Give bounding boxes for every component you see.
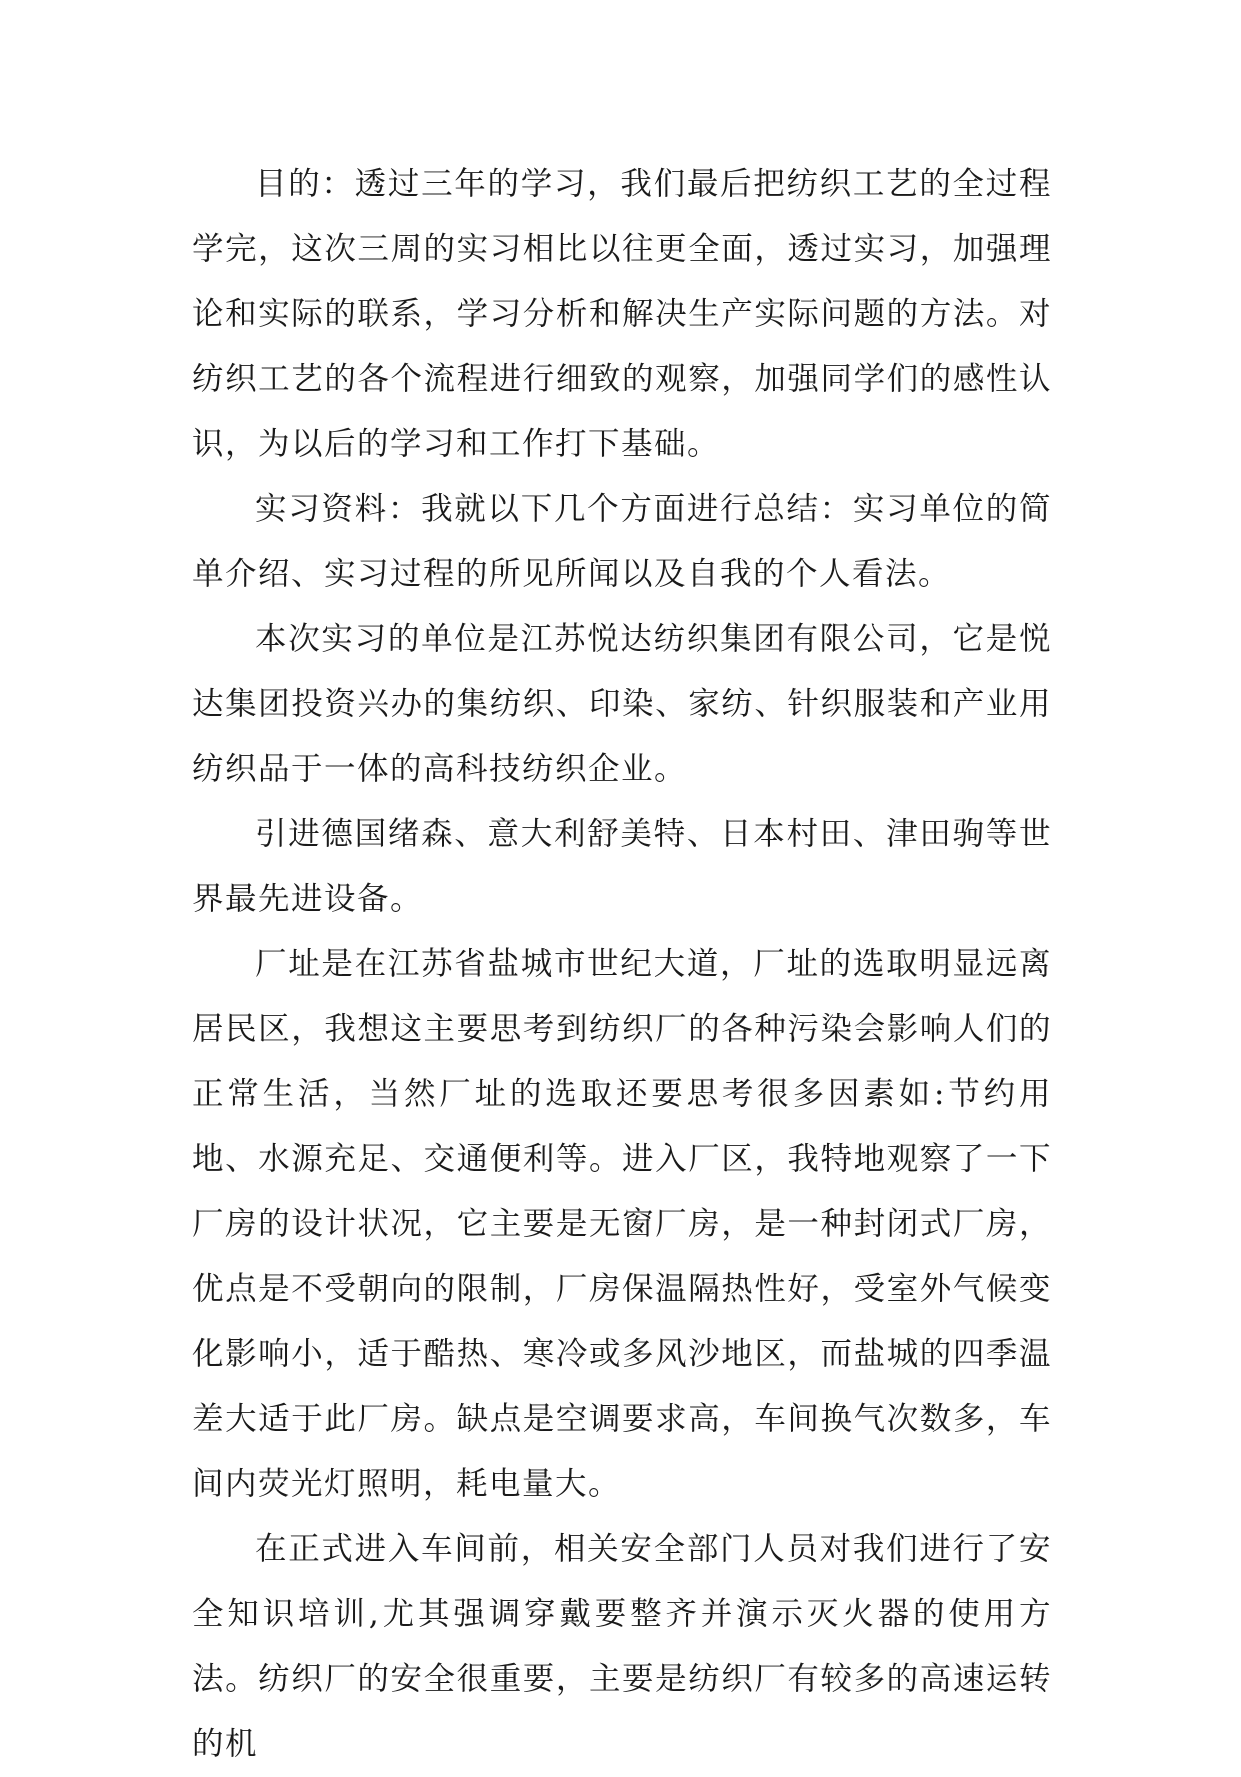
document-body: [192, 152, 1052, 1777]
paragraph-purpose: 目的：透过三年的学习，我们最后把纺织工艺的全过程学完，这次三周的实习相比以往更全面，透过实习，加强理论和实际的联系，学习分析和解决生产实际问题的方法。对纺织工艺的各个流程进行细致的观察，加强同学们的感性认识，为以后的学习和工作打下基础。: [192, 166, 1052, 462]
paragraph-equipment: 引进德国绪森、意大利舒美特、日本村田、津田驹等世界最先进设备。: [192, 816, 1052, 917]
paragraph-company: 本次实习的单位是江苏悦达纺织集团有限公司，它是悦达集团投资兴办的集纺织、印染、家纺、针织服装和产业用纺织品于一体的高科技纺织企业。: [192, 621, 1052, 787]
paragraph-site: 厂址是在江苏省盐城市世纪大道，厂址的选取明显远离居民区，我想这主要思考到纺织厂的各种污染会影响人们的正常生活，当然厂址的选取还要思考很多因素如:节约用地、水源充足、交通便利等。进入厂区，我特地观察了一下厂房的设计状况，它主要是无窗厂房，是一种封闭式厂房，优点是不受朝向的限制，厂房保温隔热性好，受室外气候变化影响小，适于酷热、寒冷或多风沙地区，而盐城的四季温差大适于此厂房。缺点是空调要求高，车间换气次数多，车间内荧光灯照明，耗电量大。: [192, 946, 1052, 1502]
paragraph-safety: 在正式进入车间前，相关安全部门人员对我们进行了安全知识培训,尤其强调穿戴要整齐并演示灭火器的使用方法。纺织厂的安全很重要，主要是纺织厂有较多的高速运转的机: [192, 1531, 1052, 1762]
paragraph-materials: 实习资料：我就以下几个方面进行总结：实习单位的简单介绍、实习过程的所见所闻以及自我的个人看法。: [192, 491, 1052, 592]
